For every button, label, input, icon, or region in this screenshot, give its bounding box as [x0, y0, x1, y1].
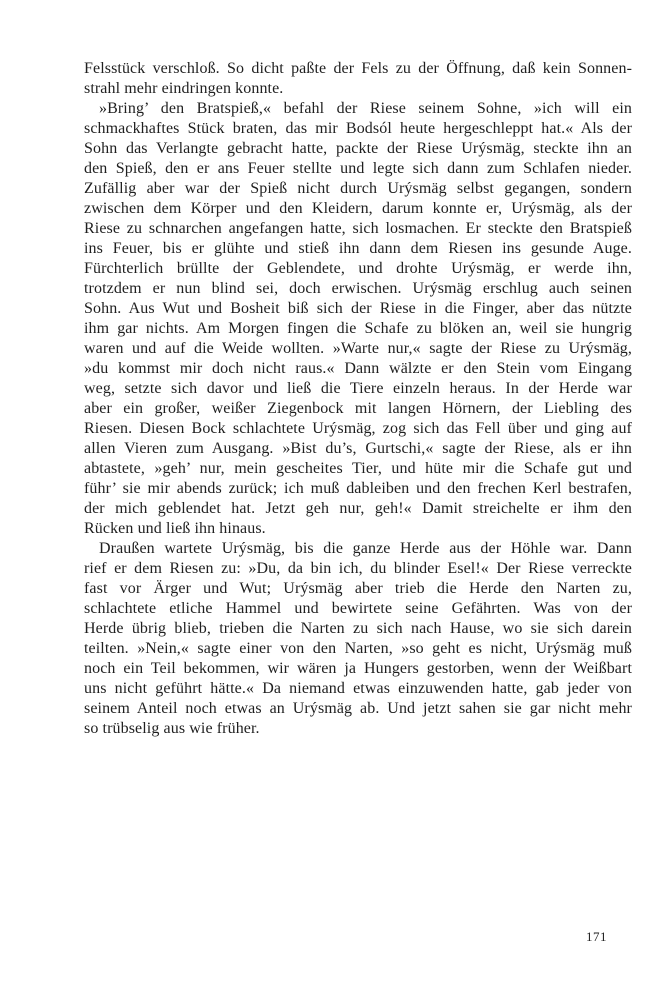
text-line: Draußen wartete Urýsmäg, bis die ganze Herde aus der Höhle war. Dann: [99, 540, 632, 557]
text-line: noch ein Teil bekommen, wir wären ja Hungers gestorben, wenn der Weißbart: [84, 660, 632, 677]
text-line: schlachtete etliche Hammel und bewirtete seine Gefährten. Was von der: [84, 600, 632, 617]
text-line: rief er dem Riesen zu: »Du, da bin ich, du blinder Esel!« Der Riese verreckte: [84, 560, 632, 577]
page-number: 171: [586, 929, 607, 944]
text-line: ihm gar nichts. Am Morgen fingen die Schafe zu blöken an, weil sie hungrig: [84, 320, 632, 337]
paragraph: [84, 539, 632, 739]
text-line: allen Vieren zum Ausgang. »Bist du’s, Gurtschi,« sagte der Riese, als er ihn: [84, 440, 632, 457]
text-line: seinem Anteil noch etwas an Urýsmäg ab. Und jetzt sahen sie gar nicht mehr: [84, 700, 632, 717]
text-line: Zufällig aber war der Spieß nicht durch Urýsmäg selbst gegangen, sondern: [84, 180, 632, 197]
text-line: Riese zu schnarchen angefangen hatte, sich losmachen. Er steckte den Bratspieß: [84, 220, 632, 237]
paragraph: [84, 99, 632, 539]
text-line: Rücken und ließ ihn hinaus.: [84, 520, 266, 537]
text-line: schmackhaftes Stück braten, das mir Bodsól heute hergeschleppt hat.« Als der: [84, 120, 632, 137]
text-line: den Spieß, den er ans Feuer stellte und legte sich dann zum Schlafen nieder.: [84, 160, 632, 177]
text-line: »du kommst mir doch nicht raus.« Dann wälzte er den Stein vom Eingang: [84, 360, 632, 377]
text-line: Riesen. Diesen Bock schlachtete Urýsmäg, zog sich das Fell über und ging auf: [84, 420, 632, 437]
text-line: Sohn. Aus Wut und Bosheit biß sich der Riese in die Finger, aber das nützte: [84, 300, 632, 317]
text-line: der mich geblendet hat. Jetzt geh nur, geh!« Damit streichelte er ihm den: [84, 500, 632, 517]
text-line: weg, setzte sich davor und ließ die Tiere einzeln heraus. In der Herde war: [84, 380, 632, 397]
text-line: führ’ sie mir abends zurück; ich muß dableiben und den frechen Kerl bestrafen,: [84, 480, 632, 497]
text-line: ins Feuer, bis er glühte und stieß ihn dann dem Riesen ins gesunde Auge.: [84, 240, 632, 257]
page-text: [84, 59, 632, 739]
text-line: Fürchterlich brüllte der Geblendete, und drohte Urýsmäg, er werde ihn,: [84, 260, 632, 277]
text-line: uns nicht geführt hätte.« Da niemand etwas einzuwenden hatte, gab jeder von: [84, 680, 632, 697]
text-line: so trübselig aus wie früher.: [84, 720, 260, 737]
text-line: waren und auf die Weide wollten. »Warte nur,« sagte der Riese zu Urýsmäg,: [84, 340, 632, 357]
text-line: zwischen dem Körper und den Kleidern, darum konnte er, Urýsmäg, als der: [84, 200, 632, 217]
text-line: Sohn das Verlangte gebracht hatte, packte der Riese Urýsmäg, steckte ihn an: [84, 140, 632, 157]
text-line: trotzdem er nun blind sei, doch erwischen. Urýsmäg erschlug auch seinen: [84, 280, 632, 297]
text-line: teilten. »Nein,« sagte einer von den Narten, »so geht es nicht, Urýsmäg muß: [84, 640, 632, 657]
text-line: Felsstück verschloß. So dicht paßte der Fels zu der Öffnung, daß kein Sonnen-: [84, 60, 632, 77]
text-line: aber ein großer, weißer Ziegenbock mit langen Hörnern, der Liebling des: [84, 400, 632, 417]
text-line: abtastete, »geh’ nur, mein gescheites Tier, und hüte mir die Schafe gut und: [84, 460, 632, 477]
text-line: strahl mehr eindringen konnte.: [84, 80, 284, 97]
paragraph: [84, 59, 632, 99]
text-line: Herde übrig blieb, trieben die Narten zu sich nach Hause, wo sie sich darein: [84, 620, 632, 637]
text-line: »Bring’ den Bratspieß,« befahl der Riese seinem Sohne, »ich will ein: [99, 100, 632, 117]
text-line: fast vor Ärger und Wut; Urýsmäg aber trieb die Herde den Narten zu,: [84, 580, 632, 597]
